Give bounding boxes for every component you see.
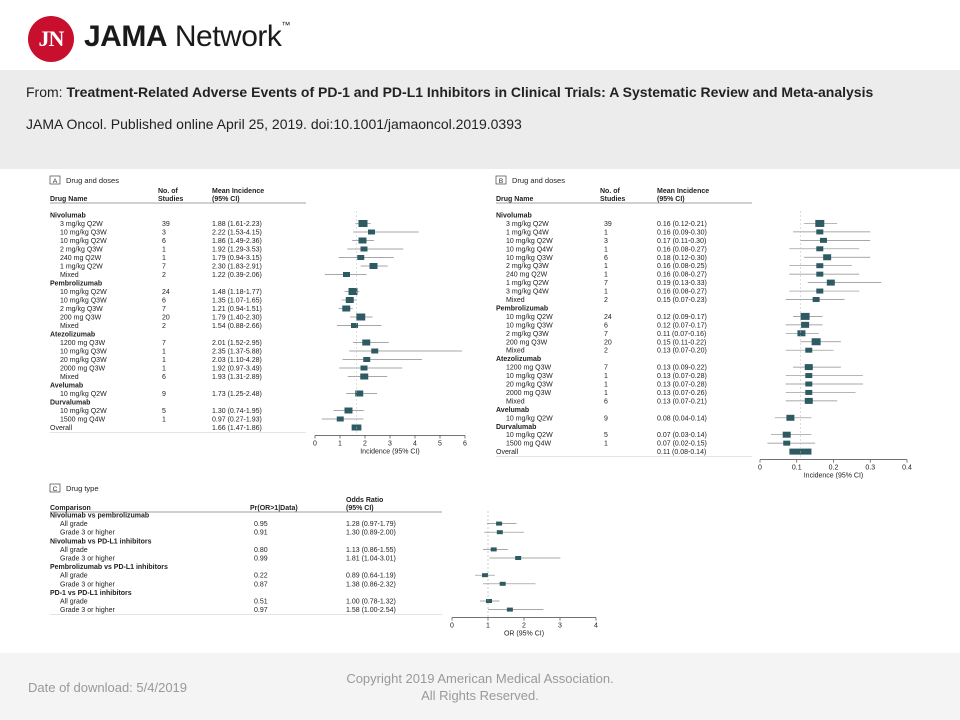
x-tick-label: 2 [363, 440, 367, 448]
point-estimate-marker [816, 289, 823, 294]
row-count: 39 [162, 221, 170, 228]
row-count: 7 [162, 306, 166, 313]
row-count: 6 [604, 254, 608, 262]
row-estimate-text: 0.13 (0.07-0.21) [657, 398, 707, 406]
panel-letter: C [52, 486, 58, 493]
row-label: 10 mg/kg Q2W [60, 391, 107, 398]
point-estimate-marker [497, 530, 503, 534]
point-estimate-marker [359, 238, 367, 244]
column-header: No. of [158, 188, 178, 195]
row-count: 1 [162, 357, 166, 364]
row-estimate-text: 0.11 (0.07-0.16) [657, 330, 707, 338]
citation-panel [0, 70, 960, 169]
copyright-line-1: Copyright 2019 American Medical Association. [346, 671, 614, 686]
row-estimate-text: 0.07 (0.02-0.15) [657, 440, 707, 448]
point-estimate-marker [783, 441, 790, 446]
point-estimate-marker [797, 330, 805, 336]
point-estimate-marker [815, 220, 824, 227]
x-tick-label: 1 [338, 440, 342, 448]
x-tick-label: 6 [463, 440, 467, 448]
point-estimate-marker [500, 582, 506, 586]
point-estimate-marker [805, 398, 813, 404]
x-tick-label: 0 [758, 464, 762, 472]
point-estimate-marker [823, 254, 831, 260]
point-estimate-marker [827, 280, 835, 286]
overall-label: Overall [50, 425, 73, 432]
group-label: Pembrolizumab [50, 280, 103, 288]
point-estimate-marker [805, 364, 813, 370]
x-tick-label: 0.2 [828, 464, 839, 472]
forest-plot-figure [0, 169, 960, 653]
row-count: 7 [604, 330, 608, 338]
row-count: 2 [604, 347, 608, 355]
row-estimate-text: 0.12 (0.09-0.17) [657, 313, 707, 321]
group-label: Avelumab [50, 382, 84, 390]
row-label: All grade [60, 598, 88, 606]
row-label: 10 mg/kg Q3W [506, 322, 553, 330]
row-label: Grade 3 or higher [60, 555, 115, 563]
x-axis-label: Incidence (95% CI) [803, 472, 864, 480]
row-estimate-text: 0.11 (0.08-0.14) [657, 449, 707, 457]
point-estimate-marker [351, 323, 358, 328]
panel-title: Drug and doses [66, 176, 119, 185]
point-estimate-marker [805, 390, 812, 395]
group-label: Nivolumab [50, 212, 86, 220]
row-count: 0.95 [254, 521, 268, 529]
row-count: 9 [162, 391, 166, 398]
row-label: 10 mg/kg Q2W [60, 289, 107, 296]
row-count: 1 [604, 263, 608, 271]
row-label: 1 mg/kg Q2W [506, 280, 549, 288]
row-estimate-text: 0.16 (0.08-0.27) [657, 288, 707, 296]
row-label: 2000 mg Q3W [60, 365, 106, 373]
point-estimate-marker [816, 246, 823, 251]
row-count: 39 [604, 220, 612, 228]
point-estimate-marker [805, 348, 812, 353]
row-label: 1 mg/kg Q2W [60, 263, 103, 271]
x-tick-label: 4 [413, 440, 417, 448]
point-estimate-marker [515, 556, 521, 560]
jama-network-logo[interactable]: JN [28, 16, 74, 62]
point-estimate-marker [349, 288, 358, 295]
row-estimate-text: 0.89 (0.64-1.19) [346, 572, 396, 580]
column-header: Mean Incidence [657, 188, 710, 195]
row-label: 3 mg/kg Q2W [506, 220, 549, 228]
footer [0, 653, 960, 720]
row-label: Mixed [506, 347, 525, 355]
row-label: 10 mg/kg Q3W [506, 254, 553, 262]
row-count: 1 [604, 246, 608, 254]
row-estimate-text: 2.30 (1.83-2.91) [212, 263, 262, 271]
row-estimate-text: 1.30 (0.89-2.00) [346, 529, 396, 537]
point-estimate-marker [345, 408, 353, 414]
row-count: 20 [162, 314, 170, 322]
row-estimate-text: 1.28 (0.97-1.79) [346, 521, 396, 529]
row-label: Mixed [60, 374, 79, 381]
row-estimate-text: 1.38 (0.86-2.32) [346, 581, 396, 589]
row-estimate-text: 2.03 (1.10-4.28) [212, 357, 262, 364]
row-count: 1 [604, 271, 608, 279]
row-label: 10 mg/kg Q3W [506, 373, 553, 381]
column-header: Mean Incidence [212, 188, 265, 195]
point-estimate-marker [343, 272, 350, 277]
row-estimate-text: 1.21 (0.94-1.51) [212, 306, 262, 313]
row-label: 200 mg Q3W [60, 314, 102, 322]
row-count: 1 [162, 348, 166, 356]
point-estimate-marker [496, 522, 502, 526]
point-estimate-marker [356, 314, 365, 321]
row-label: 10 mg/kg Q2W [60, 408, 107, 415]
x-axis-label: OR (95% CI) [503, 630, 545, 638]
point-estimate-marker [342, 306, 350, 312]
logo-wordmark[interactable] [84, 20, 290, 54]
row-count: 1 [604, 389, 608, 397]
group-label: Nivolumab vs pembrolizumab [50, 512, 150, 520]
column-header: Studies [158, 196, 184, 203]
row-estimate-text: 0.16 (0.08-0.27) [657, 271, 707, 279]
point-estimate-marker [362, 340, 370, 346]
row-label: Grade 3 or higher [60, 581, 115, 589]
column-header: Drug Name [496, 196, 534, 203]
x-tick-label: 5 [438, 440, 442, 448]
point-estimate-marker [820, 238, 827, 243]
row-label: All grade [60, 572, 88, 580]
row-label: 2 mg/kg Q3W [506, 263, 549, 271]
row-estimate-text: 0.13 (0.07-0.20) [657, 347, 707, 355]
row-estimate-text: 0.97 (0.27-1.93) [212, 416, 262, 424]
point-estimate-marker [805, 373, 812, 378]
point-estimate-marker [482, 573, 488, 577]
row-count: 1 [162, 416, 166, 424]
column-header: (95% CI) [657, 196, 685, 203]
row-estimate-text: 1.35 (1.07-1.65) [212, 297, 262, 305]
row-count: 2 [162, 272, 166, 279]
x-tick-label: 3 [558, 622, 562, 630]
column-header: Odds Ratio [346, 497, 384, 504]
point-estimate-marker [805, 382, 812, 387]
row-estimate-text: 1.92 (1.29-3.53) [212, 246, 262, 254]
point-estimate-marker [783, 432, 791, 438]
row-label: 10 mg/kg Q3W [60, 348, 107, 356]
row-label: 1200 mg Q3W [506, 364, 552, 372]
x-tick-label: 0 [313, 440, 317, 448]
row-label: 3 mg/kg Q2W [60, 221, 103, 228]
row-label: 2000 mg Q3W [506, 389, 552, 397]
row-estimate-text: 1.00 (0.78-1.32) [346, 598, 396, 606]
row-label: 10 mg/kg Q2W [506, 313, 553, 321]
column-header: (95% CI) [346, 505, 374, 512]
row-label: 3 mg/kg Q4W [506, 288, 549, 296]
point-estimate-marker [346, 297, 354, 303]
point-estimate-marker [486, 599, 492, 603]
x-tick-label: 0.4 [902, 464, 912, 472]
row-label: 2 mg/kg Q3W [60, 246, 103, 254]
point-estimate-marker [816, 229, 823, 234]
row-label: 1500 mg Q4W [60, 416, 106, 424]
row-count: 6 [162, 297, 166, 305]
row-label: 1 mg/kg Q4W [506, 229, 549, 237]
group-label: Atezolizumab [496, 356, 542, 364]
row-label: 240 mg Q2W [60, 255, 102, 262]
row-estimate-text: 0.16 (0.08-0.27) [657, 246, 707, 254]
row-estimate-text: 1.54 (0.88-2.66) [212, 323, 262, 330]
row-label: 10 mg/kg Q2W [506, 432, 553, 440]
group-label: PD-1 vs PD-L1 inhibitors [50, 589, 132, 597]
column-header: Comparison [50, 505, 91, 512]
row-estimate-text: 1.92 (0.97-3.49) [212, 365, 262, 373]
x-tick-label: 0 [450, 622, 454, 630]
row-estimate-text: 0.16 (0.12-0.21) [657, 220, 707, 228]
column-header: No. of [600, 188, 620, 195]
row-count: 3 [604, 237, 608, 245]
row-estimate-text: 0.13 (0.09-0.22) [657, 364, 707, 372]
column-header: Studies [600, 196, 626, 203]
date-of-download: Date of download: 5/4/2019 [28, 680, 188, 695]
column-header: (95% CI) [212, 196, 240, 203]
row-estimate-text: 1.93 (1.31-2.89) [212, 374, 262, 381]
point-estimate-marker [360, 374, 368, 380]
panel-letter: A [52, 178, 58, 185]
row-count: 9 [604, 415, 608, 423]
row-label: 10 mg/kg Q2W [60, 238, 107, 245]
row-estimate-text: 0.19 (0.13-0.33) [657, 280, 707, 288]
row-estimate-text: 0.15 (0.11-0.22) [657, 339, 707, 347]
x-tick-label: 2 [522, 622, 526, 630]
point-estimate-marker [361, 366, 368, 371]
point-estimate-marker [363, 357, 370, 362]
citation-title-line [26, 82, 920, 103]
row-count: 20 [604, 339, 612, 347]
row-estimate-text: 2.01 (1.52-2.95) [212, 340, 262, 347]
row-label: 10 mg/kg Q3W [60, 229, 107, 237]
row-estimate-text: 1.22 (0.39-2.06) [212, 272, 262, 279]
row-label: 1200 mg Q3W [60, 340, 106, 347]
point-estimate-marker [370, 263, 378, 269]
row-label: All grade [60, 521, 88, 529]
row-estimate-text: 1.48 (1.18-1.77) [212, 289, 262, 296]
row-count: 6 [604, 398, 608, 406]
overall-label: Overall [496, 449, 519, 457]
x-tick-label: 4 [594, 622, 598, 630]
copyright [300, 670, 660, 704]
x-tick-label: 3 [388, 440, 392, 448]
row-label: Grade 3 or higher [60, 607, 115, 615]
column-header: Pr(OR>1|Data) [250, 505, 298, 512]
row-count: 0.91 [254, 529, 268, 537]
row-estimate-text: 2.35 (1.37-5.88) [212, 348, 262, 356]
row-count: 5 [604, 432, 608, 440]
row-estimate-text: 0.16 (0.09-0.30) [657, 229, 707, 237]
article-title[interactable]: Treatment-Related Adverse Events of PD-1 and PD-L1 Inhibitors in Clinical Trials: A Systematic Review and Meta-analysis [66, 84, 874, 100]
row-count: 24 [604, 313, 612, 321]
figure-area [0, 169, 960, 653]
logo-bold: JAMA [84, 20, 168, 53]
row-label: Mixed [60, 272, 79, 279]
point-estimate-marker [801, 322, 809, 328]
x-axis-label: Incidence (95% CI) [360, 448, 420, 456]
row-label: 2 mg/kg Q3W [60, 306, 103, 313]
point-estimate-marker [357, 255, 364, 260]
point-estimate-marker [337, 417, 344, 422]
x-tick-label: 0.1 [791, 464, 802, 472]
point-estimate-marker [816, 272, 823, 277]
row-estimate-text: 1.79 (0.94-3.15) [212, 255, 262, 262]
row-count: 2 [162, 323, 166, 330]
row-label: 20 mg/kg Q3W [506, 381, 553, 389]
row-label: 10 mg/kg Q2W [506, 415, 553, 423]
row-count: 0.99 [254, 555, 268, 563]
row-label: 2 mg/kg Q3W [506, 330, 549, 338]
row-count: 1 [162, 365, 166, 373]
point-estimate-marker [359, 220, 368, 227]
row-label: 240 mg Q2W [506, 271, 548, 279]
row-count: 0.51 [254, 598, 268, 606]
row-estimate-text: 2.22 (1.53-4.15) [212, 229, 262, 237]
row-estimate-text: 1.66 (1.47-1.86) [212, 425, 262, 432]
row-estimate-text: 1.81 (1.04-3.01) [346, 555, 396, 563]
logo-rest: Network [167, 20, 282, 53]
row-label: Mixed [506, 398, 525, 406]
journal-reference: JAMA Oncol. Published online April 25, 2019. doi:10.1001/jamaoncol.2019.0393 [26, 116, 522, 132]
x-tick-label: 1 [486, 622, 490, 630]
row-count: 2 [604, 297, 608, 304]
row-estimate-text: 0.13 (0.07-0.28) [657, 373, 707, 381]
row-count: 7 [604, 364, 608, 372]
row-count: 7 [604, 280, 608, 288]
point-estimate-marker [786, 415, 794, 421]
row-estimate-text: 0.13 (0.07-0.26) [657, 389, 707, 397]
row-label: 10 mg/kg Q4W [506, 246, 553, 254]
row-estimate-text: 0.13 (0.07-0.28) [657, 381, 707, 389]
point-estimate-marker [813, 297, 820, 302]
group-label: Pembrolizumab vs PD-L1 inhibitors [50, 564, 168, 572]
point-estimate-marker [507, 608, 513, 612]
row-label: 20 mg/kg Q3W [60, 357, 107, 364]
group-label: Nivolumab vs PD-L1 inhibitors [50, 538, 152, 546]
row-count: 0.80 [254, 546, 268, 554]
row-estimate-text: 0.18 (0.12-0.30) [657, 254, 707, 262]
point-estimate-marker [371, 349, 378, 354]
row-count: 1 [162, 246, 166, 254]
row-estimate-text: 1.58 (1.00-2.54) [346, 607, 396, 615]
row-estimate-text: 1.86 (1.49-2.36) [212, 238, 262, 245]
row-count: 5 [162, 408, 166, 415]
row-count: 6 [162, 374, 166, 381]
row-count: 1 [604, 229, 608, 237]
row-label: 10 mg/kg Q2W [506, 237, 553, 245]
row-count: 7 [162, 263, 166, 271]
row-count: 1 [604, 381, 608, 389]
row-estimate-text: 1.30 (0.74-1.95) [212, 408, 262, 415]
row-label: Grade 3 or higher [60, 529, 115, 537]
row-count: 24 [162, 289, 170, 296]
row-count: 0.22 [254, 572, 268, 580]
column-header: Drug Name [50, 196, 88, 203]
group-label: Pembrolizumab [496, 305, 549, 313]
panel-letter: B [498, 178, 504, 185]
row-count: 3 [162, 229, 166, 237]
row-label: 1500 mg Q4W [506, 440, 552, 448]
group-label: Durvalumab [50, 399, 91, 407]
row-count: 0.97 [254, 607, 268, 615]
row-estimate-text: 0.12 (0.07-0.17) [657, 322, 707, 330]
row-label: 10 mg/kg Q3W [60, 297, 107, 305]
row-estimate-text: 0.17 (0.11-0.30) [657, 237, 707, 245]
group-label: Nivolumab [496, 212, 532, 220]
row-estimate-text: 1.79 (1.40-2.30) [212, 314, 262, 322]
row-count: 0.87 [254, 581, 268, 589]
row-label: Mixed [60, 323, 79, 330]
point-estimate-marker [812, 338, 821, 345]
point-estimate-marker [801, 313, 810, 320]
row-count: 1 [162, 255, 166, 262]
row-label: Mixed [506, 297, 525, 304]
point-estimate-marker [816, 263, 823, 268]
row-label: All grade [60, 546, 88, 554]
row-estimate-text: 1.13 (0.86-1.55) [346, 546, 396, 554]
logo-trademark: ™ [281, 20, 290, 30]
row-estimate-text: 1.73 (1.25-2.48) [212, 391, 262, 398]
row-estimate-text: 0.07 (0.03-0.14) [657, 432, 707, 440]
group-label: Avelumab [496, 406, 530, 414]
row-count: 7 [162, 340, 166, 347]
x-tick-label: 0.3 [865, 464, 876, 472]
point-estimate-marker [368, 230, 375, 235]
from-label: From: [26, 84, 63, 100]
point-estimate-marker [491, 547, 497, 551]
row-count: 6 [162, 238, 166, 245]
row-estimate-text: 1.88 (1.61-2.23) [212, 221, 262, 228]
row-label: 200 mg Q3W [506, 339, 548, 347]
row-count: 6 [604, 322, 608, 330]
panel-title: Drug type [66, 484, 99, 493]
header [0, 0, 960, 70]
group-label: Durvalumab [496, 423, 537, 431]
row-count: 1 [604, 373, 608, 381]
panel-title: Drug and doses [512, 176, 565, 185]
row-estimate-text: 0.15 (0.07-0.23) [657, 297, 707, 304]
point-estimate-marker [361, 247, 368, 252]
row-count: 1 [604, 440, 608, 448]
row-count: 1 [604, 288, 608, 296]
row-estimate-text: 0.08 (0.04-0.14) [657, 415, 707, 423]
group-label: Atezolizumab [50, 331, 96, 339]
copyright-line-2: All Rights Reserved. [421, 688, 539, 703]
row-estimate-text: 0.16 (0.08-0.25) [657, 263, 707, 271]
